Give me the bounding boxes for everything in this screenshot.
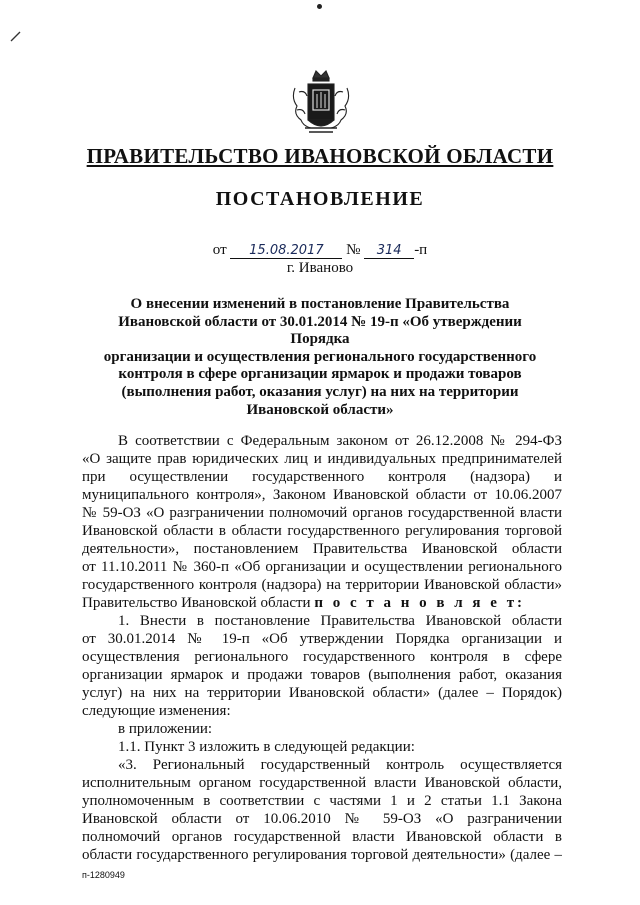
subject-line: (выполнения работ, оказания услуг) на них на территории	[121, 383, 519, 400]
decree-body	[82, 432, 562, 864]
body-line: от 11.10.2011 № 360-п «Об организации и осуществлении регионального	[82, 559, 562, 575]
body-line: 1.1. Пункт 3 изложить в следующей редакции:	[118, 739, 415, 755]
body-line: № 59-ОЗ «О разграничении полномочий органов государственной власти	[82, 505, 562, 521]
subject-line: Ивановской области»	[246, 401, 394, 418]
body-line: деятельности», постановлением Правительства Ивановской области	[82, 541, 562, 557]
body-line: услуг) на них на территории Ивановской области» (далее – Порядок)	[82, 685, 562, 701]
punch-mark	[317, 4, 322, 9]
body-line: Правительство Ивановской области	[82, 595, 311, 611]
body-line: В соответствии с Федеральным законом от 26.12.2008 № 294-ФЗ	[118, 433, 562, 449]
body-line: государственного контроля (надзора) на территории Ивановской области»	[82, 577, 562, 593]
subject-line: организации и осуществления регионального государственного	[103, 348, 537, 365]
number-suffix: -п	[414, 242, 428, 258]
body-line: уполномоченным в соответствии с частями 1 и 2 статьи 1.1 Закона	[82, 793, 562, 809]
body-line: следующие изменения:	[82, 703, 231, 719]
decree-date: 15.08.2017	[230, 243, 342, 259]
subject-line: контроля в сфере организации ярмарок и продажи товаров	[118, 366, 522, 383]
government-title: ПРАВИТЕЛЬСТВО ИВАНОВСКОЙ ОБЛАСТИ	[86, 144, 554, 168]
body-line: «О защите прав юридических лиц и индивидуальных предпринимателей	[82, 451, 562, 467]
body-line-decrees	[82, 594, 562, 612]
body-line: в приложении:	[118, 721, 213, 737]
number-sign: №	[346, 242, 361, 258]
body-line: 1. Внести в постановление Правительства Ивановской области	[118, 613, 562, 629]
subject-line: Ивановской области от 30.01.2014 № 19-п «Об утверждении Порядка	[118, 313, 522, 348]
body-line: муниципального контроля», Законом Ивановской области от 10.06.2007	[82, 487, 562, 503]
document-type: ПОСТАНОВЛЕНИЕ	[215, 188, 425, 210]
body-line: от 30.01.2014 № 19-п «Об утверждении Порядка организации и	[82, 631, 562, 647]
decree-number: 314	[364, 243, 414, 259]
coat-of-arms-emblem	[289, 68, 353, 136]
body-line: «3. Региональный государственный контроль осуществляется	[118, 757, 562, 773]
subject-line: О внесении изменений в постановление Правительства	[130, 296, 510, 312]
date-prefix: от	[212, 242, 227, 258]
body-line: исполнительным органом государственной власти Ивановской области,	[82, 775, 562, 791]
body-line: Ивановской области в области государственного регулирования торговой	[82, 523, 562, 539]
body-line: при осуществлении государственного контроля (надзора) и	[82, 469, 562, 485]
date-number-line	[0, 242, 640, 259]
body-line: полномочий органов государственной власти Ивановской области в	[82, 829, 562, 845]
body-line: Ивановской области от 10.06.2010 № 59-ОЗ «О разграничении	[82, 811, 562, 827]
decrees-word: п о с т а н о в л я е т:	[314, 595, 526, 611]
body-line: области государственного регулирования торговой деятельности» (далее –	[82, 847, 562, 863]
decree-subject	[88, 296, 552, 419]
body-line: осуществления регионального государственного контроля в сфере	[82, 649, 562, 665]
pen-mark-icon	[10, 30, 22, 42]
city: г. Иваново	[286, 260, 354, 276]
document-code: п-1280949	[82, 870, 125, 880]
body-line: организации ярмарок и продажи товаров (выполнения работ, оказания	[82, 667, 562, 683]
